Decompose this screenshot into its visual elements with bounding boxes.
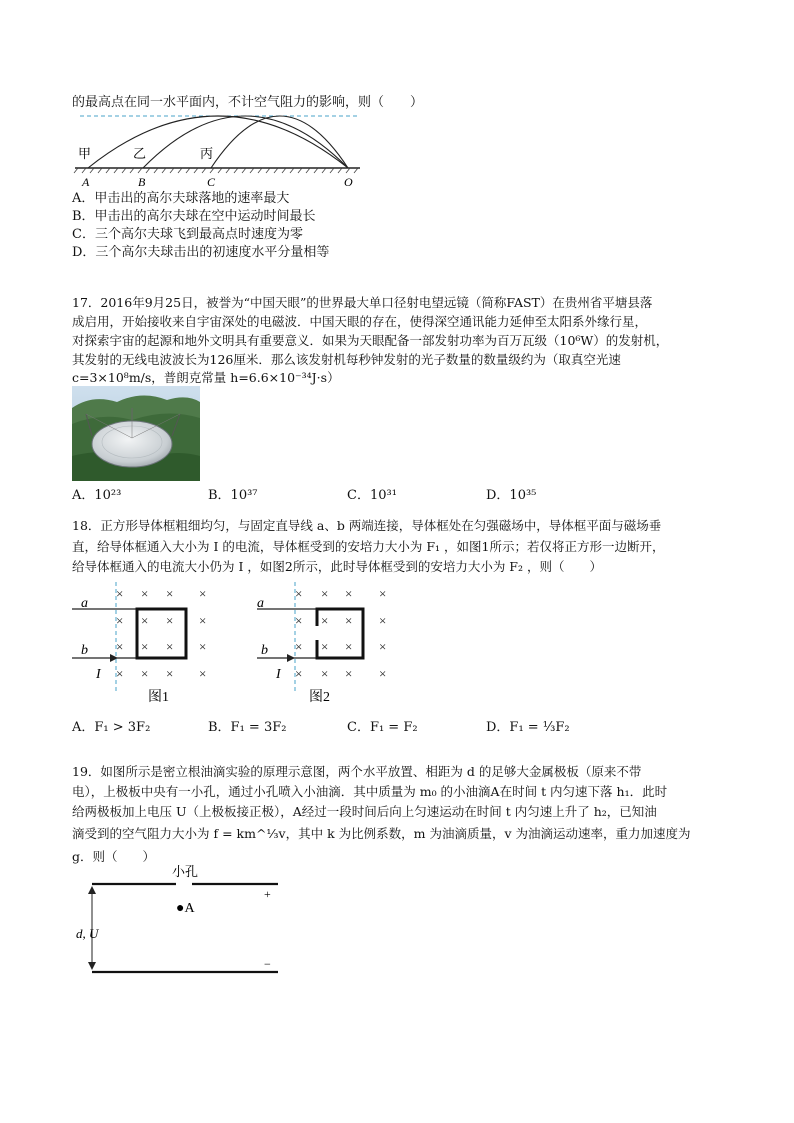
current-arrow-1 [110, 654, 118, 662]
q16-option-a: A．甲击出的高尔夫球落地的速率最大 [72, 191, 290, 206]
fast-telescope-photo [72, 386, 200, 481]
svg-text:b: b [81, 643, 88, 658]
figure-2 [257, 582, 386, 705]
svg-text:×: × [116, 666, 124, 681]
fig1-caption: 图1 [148, 690, 169, 705]
fig2-caption: 图2 [309, 690, 330, 705]
q16-stem-tail: 的最高点在同一水平面内，不计空气阻力的影响，则（ ） [72, 95, 424, 110]
trajectory-bing [211, 116, 348, 168]
svg-text:a: a [81, 596, 88, 611]
svg-text:×: × [321, 586, 329, 601]
q18-option-d: D．F₁ = ⅓F₂ [486, 720, 570, 735]
svg-text:×: × [345, 666, 353, 681]
figure-1 [72, 582, 206, 705]
oil-drop-A: ●A [176, 901, 195, 916]
svg-text:×: × [166, 613, 174, 628]
label-A: A [82, 175, 90, 189]
q17-option-d: D．10³⁵ [486, 488, 537, 503]
svg-text:×: × [321, 639, 329, 654]
q17-option-a: A．10²³ [72, 488, 122, 503]
label-C: C [207, 175, 216, 189]
label-dU: d, U [76, 926, 99, 941]
svg-text:×: × [295, 613, 303, 628]
label-bing: 丙 [200, 146, 214, 161]
label-hole: 小孔 [172, 864, 199, 879]
q19-millikan-figure [72, 862, 302, 980]
q18-line-2: 直，给导体框通入大小为 I 的电流，导体框受到的安培力大小为 F₁ ，如图1所示；若仅将正方形一边断开， [72, 539, 665, 554]
q17-line-1: 17．2016年9月25日，被誉为“中国天眼”的世界最大单口径射电望远镜（简称FAST）在贵州省平塘县落 [72, 295, 653, 310]
trajectory-yi [143, 116, 348, 168]
q19-line-5: g．则（ ） [72, 849, 156, 864]
svg-text:I: I [96, 667, 101, 682]
q18-figures [72, 582, 402, 710]
q18-line-1: 18．正方形导体框粗细均匀，与固定直导线 a、b 两端连接，导体框处在匀强磁场中，导体框平面与磁场垂 [72, 518, 662, 533]
svg-text:×: × [141, 666, 149, 681]
svg-text:×: × [295, 586, 303, 601]
label-minus: − [264, 957, 271, 971]
current-arrow-2 [287, 654, 295, 662]
label-yi: 乙 [133, 146, 147, 161]
svg-text:×: × [199, 666, 207, 681]
svg-text:×: × [141, 586, 149, 601]
q19-line-2: 电），上极板中央有一小孔，通过小孔喷入小油滴．其中质量为 m₀ 的小油滴A在时间 t 内匀速下落 h₁．此时 [72, 784, 668, 799]
svg-text:I: I [276, 667, 281, 682]
q18-option-b: B．F₁ = 3F₂ [208, 720, 287, 735]
svg-text:×: × [116, 586, 124, 601]
svg-text:×: × [345, 639, 353, 654]
q18-option-c: C．F₁ = F₂ [347, 720, 418, 735]
q17-line-4: 其发射的无线电波波长为126厘米．那么该发射机每秒钟发射的光子数量的数量级约为（取真空光速 [72, 352, 621, 367]
svg-text:×: × [116, 613, 124, 628]
label-plus: + [264, 887, 271, 901]
label-jia: 甲 [78, 146, 92, 161]
q18-option-a: A．F₁ > 3F₂ [72, 720, 151, 735]
svg-text:×: × [166, 586, 174, 601]
q17-line-5: c=3×10⁸m/s，普朗克常量 h=6.6×10⁻³⁴J·s） [72, 370, 340, 385]
q16-option-b: B．甲击出的高尔夫球在空中运动时间最长 [72, 209, 316, 224]
label-B: B [138, 175, 146, 189]
svg-text:×: × [141, 639, 149, 654]
q19-line-3: 给两极板加上电压 U（上极板接正极），A经过一段时间后向上匀速运动在时间 t 内匀速上升了 h₂，已知油 [72, 804, 657, 819]
q19-line-4: 滴受到的空气阻力大小为 f = km^⅓v，其中 k 为比例系数，m 为油滴质量，v 为油滴运动速率，重力加速度为 [72, 826, 691, 841]
q19-line-1: 19．如图所示是密立根油滴实验的原理示意图，两个水平放置、相距为 d 的足够大金属极板（原来不带 [72, 764, 642, 779]
q17-line-3: 对探索宇宙的起源和地外文明具有重要意义．如果为天眼配备一部发射功率为百万瓦级（10⁶W）的发射机， [72, 333, 669, 348]
svg-text:×: × [166, 666, 174, 681]
svg-text:×: × [166, 639, 174, 654]
distance-arrow-down [88, 962, 96, 970]
svg-text:×: × [379, 666, 387, 681]
q17-option-b: B．10³⁷ [208, 488, 258, 503]
svg-text:×: × [295, 639, 303, 654]
svg-text:×: × [379, 639, 387, 654]
svg-text:×: × [321, 666, 329, 681]
svg-text:b: b [261, 643, 268, 658]
q17-line-2: 成启用，开始接收来自宇宙深处的电磁波．中国天眼的存在，使得深空通讯能力延伸至太阳系外缘行星， [72, 314, 648, 329]
q16-option-c: C．三个高尔夫球飞到最高点时速度为零 [72, 227, 303, 242]
svg-text:×: × [295, 666, 303, 681]
distance-arrow-up [88, 886, 96, 894]
svg-text:×: × [345, 613, 353, 628]
svg-text:×: × [199, 639, 207, 654]
svg-text:×: × [116, 639, 124, 654]
svg-text:×: × [345, 586, 353, 601]
svg-text:×: × [379, 586, 387, 601]
trajectory-jia [88, 116, 348, 168]
q16-option-d: D．三个高尔夫球击出的初速度水平分量相等 [72, 245, 330, 260]
svg-text:×: × [379, 613, 387, 628]
q16-trajectory-figure [70, 110, 370, 192]
q17-option-c: C．10³¹ [347, 488, 397, 503]
label-O: O [344, 175, 353, 189]
q18-line-3: 给导体框通入的电流大小仍为 I ，如图2所示，此时导体框受到的安培力大小为 F₂ ，则（ ） [72, 559, 602, 574]
svg-text:×: × [199, 613, 207, 628]
svg-text:×: × [199, 586, 207, 601]
svg-text:×: × [141, 613, 149, 628]
svg-text:×: × [321, 613, 329, 628]
svg-text:a: a [257, 596, 264, 611]
